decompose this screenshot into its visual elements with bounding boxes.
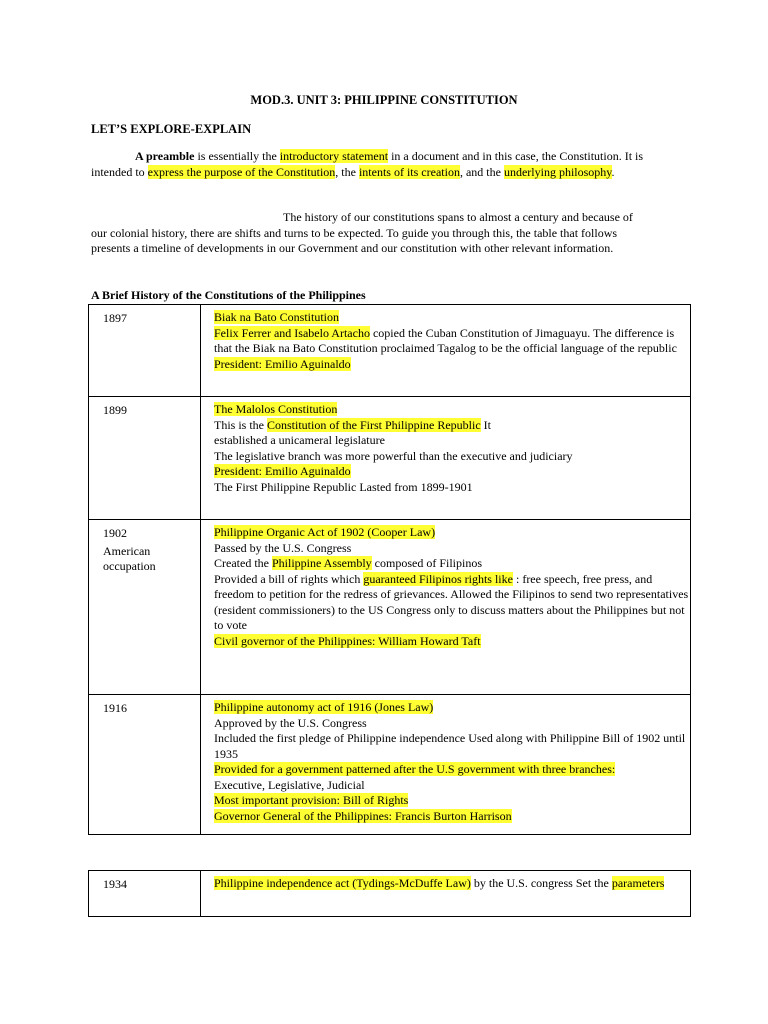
highlighted-text: Philippine autonomy act of 1916 (Jones Law) (214, 700, 434, 714)
highlighted-text: Philippine independence act (Tydings-McDuffe Law) (214, 876, 471, 890)
content-line (214, 700, 690, 716)
year-cell (89, 871, 201, 917)
content-line (214, 449, 690, 465)
content-cell (201, 305, 691, 397)
content-line (214, 525, 690, 541)
text-run: It (480, 417, 492, 432)
text-run: : free speech, free press, and freedom to petition for the redress of grievances. Allowed the Filipinos to send two representatives (resident commissioners) to the US Congress only to discuss matters about the Philippines but not to vote (214, 571, 689, 632)
content-line (214, 716, 690, 732)
table-row (89, 397, 691, 520)
content-line (214, 876, 690, 892)
content-line (214, 326, 690, 357)
preamble-text-run: in a document and in this case, the Constitution. It is intended to (91, 149, 644, 179)
content-line (214, 572, 690, 634)
year-label: 1916 (103, 701, 127, 715)
year-label: 1897 (103, 311, 127, 325)
year-label: 1934 (103, 877, 127, 891)
table-row (89, 695, 691, 835)
text-run: Executive, Legislative, Judicial (214, 777, 365, 792)
content-line (214, 464, 690, 480)
preamble-text-run: , the (335, 164, 359, 179)
preamble-text-run: . (611, 164, 615, 179)
history-text: The history of our constitutions spans to almost a century and because of our colonial history, there are shifts and turns to be expected. To guide you through this, the table that follows presents a timeline of developments in our Government and our constitution with other relevant information. (91, 210, 633, 255)
highlighted-text: parameters (611, 876, 665, 890)
text-run: This is the (214, 417, 267, 432)
content-cell (201, 397, 691, 520)
text-run: Provided a bill of rights which (214, 571, 364, 586)
history-table-continued (88, 870, 691, 917)
year-label: 1902 (103, 526, 127, 540)
text-run: Included the first pledge of Philippine independence Used along with Philippine Bill of 1902 until 1935 (214, 731, 686, 761)
history-table (88, 304, 691, 835)
highlighted-text: guaranteed Filipinos rights like (363, 571, 513, 586)
year-cell (89, 305, 201, 397)
content-line (214, 480, 690, 496)
content-cell (201, 695, 691, 835)
content-line (214, 402, 690, 418)
text-run: copied the Cuban Constitution of Jimaguayu. The difference is that the Biak na Bato Constitution proclaimed Tagalog to be the official language of the republic (214, 325, 677, 355)
content-line (214, 793, 690, 809)
preamble-text-run: , and the (459, 164, 504, 179)
highlighted-text: The Malolos Constitution (214, 402, 338, 416)
highlighted-text: Provided for a government patterned after the U.S government with three branches: (214, 762, 616, 776)
text-run: The First Philippine Republic Lasted from 1899-1901 (214, 479, 473, 494)
year-cell (89, 695, 201, 835)
highlighted-text: Most important provision: Bill of Rights (214, 793, 409, 807)
text-run: composed of Filipinos (371, 556, 483, 570)
content-line (214, 634, 690, 650)
table-row (89, 305, 691, 397)
content-line (214, 809, 690, 825)
section-heading: LET’S EXPLORE-EXPLAIN (91, 122, 252, 136)
content-cell (201, 520, 691, 695)
highlighted-text: President: Emilio Aguinaldo (214, 356, 351, 371)
highlighted-text: underlying philosophy (503, 164, 612, 179)
content-line (214, 541, 690, 557)
history-paragraph (91, 210, 651, 257)
text-run: by the U.S. congress Set the (470, 876, 612, 890)
highlighted-text: Philippine Assembly (271, 556, 372, 570)
preamble-text-run: A preamble (135, 149, 195, 163)
content-cell (201, 871, 691, 917)
text-run: established a unicameral legislature (214, 433, 385, 447)
table-row (89, 871, 691, 917)
text-run: Created the (214, 556, 272, 570)
highlighted-text: Felix Ferrer and Isabelo Artacho (214, 325, 370, 340)
highlighted-text: Governor General of the Philippines: Francis Burton Harrison (214, 808, 512, 823)
table-row (89, 520, 691, 695)
year-cell (89, 397, 201, 520)
text-run: Passed by the U.S. Congress (214, 540, 352, 555)
content-line (214, 418, 690, 434)
highlighted-text: introductory statement (279, 149, 389, 163)
content-line (214, 310, 690, 326)
highlighted-text: express the purpose of the Constitution (147, 164, 336, 179)
preamble-text-run: is essentially the (194, 149, 280, 163)
document-title: MOD.3. UNIT 3: PHILIPPINE CONSTITUTION (250, 93, 518, 107)
highlighted-text: Philippine Organic Act of 1902 (Cooper Law) (214, 525, 436, 539)
year-label: 1899 (103, 403, 127, 417)
preamble-text (91, 149, 643, 179)
highlighted-text: intents of its creation (358, 164, 460, 179)
content-line (214, 778, 690, 794)
preamble-paragraph (91, 149, 651, 180)
table-title: A Brief History of the Constitutions of the Philippines (91, 288, 366, 302)
content-line (214, 556, 690, 572)
highlighted-text: Civil governor of the Philippines: William Howard Taft (214, 633, 481, 648)
content-line (214, 357, 690, 373)
text-run: Approved by the U.S. Congress (214, 715, 367, 730)
highlighted-text: President: Emilio Aguinaldo (214, 464, 351, 478)
year-note: American occupation (103, 543, 156, 573)
year-cell (89, 520, 201, 695)
text-run: The legislative branch was more powerful than the executive and judiciary (214, 448, 573, 463)
highlighted-text: Constitution of the First Philippine Republic (267, 417, 481, 432)
content-line (214, 731, 690, 762)
highlighted-text: Biak na Bato Constitution (214, 310, 339, 324)
content-line (214, 762, 690, 778)
content-line (214, 433, 690, 449)
